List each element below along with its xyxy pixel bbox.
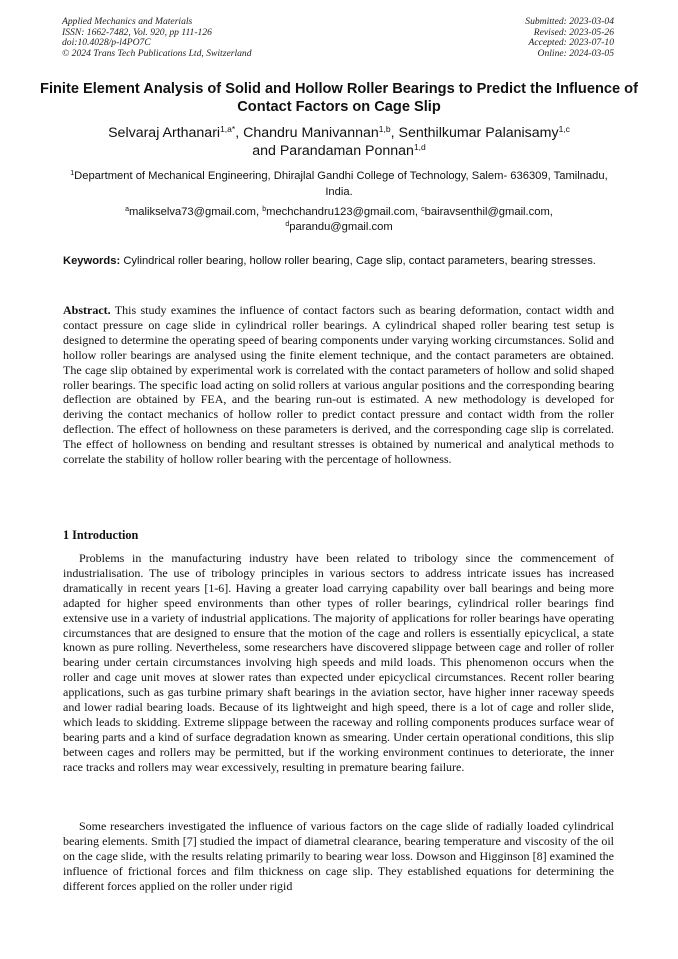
email-separator: , [256, 206, 263, 218]
author-affiliation-marker: 1,d [413, 142, 426, 152]
author-affiliation-marker: 1,b [378, 124, 391, 134]
email-address[interactable]: parandu@gmail.com [289, 220, 393, 233]
paper-title: Finite Element Analysis of Solid and Hollow Roller Bearings to Predict the Influence of Contact Factors on Cage Slip [40, 81, 638, 115]
journal-issn: ISSN: 1662-7482, Vol. 920, pp 111-126 [62, 26, 212, 38]
email-marker: a [125, 206, 129, 213]
date-accepted: Accepted: 2023-07-10 [528, 37, 614, 49]
journal-info [62, 17, 252, 59]
publication-dates [525, 17, 614, 59]
date-submitted: Submitted: 2023-03-04 [525, 16, 614, 27]
email-address[interactable]: bairavsenthil@gmail.com [424, 206, 550, 218]
author-separator: and [252, 143, 280, 159]
date-online: Online: 2024-03-05 [537, 47, 614, 59]
journal-name: Applied Mechanics and Materials [62, 16, 193, 27]
author-name: Selvaraj Arthanari [108, 125, 221, 141]
journal-copyright: © 2024 Trans Tech Publications Ltd, Switzerland [62, 47, 252, 59]
author-affiliation-marker: 1,a* [220, 124, 236, 134]
author-list [40, 124, 638, 160]
introduction-paragraph: Some researchers investigated the influence of various factors on the cage slide of radially loaded cylindrical bearing elements. Smith [7] studied the impact of diametral clearance, bearing temperature and viscosity of the oil on the cage slide, with the results relating primarily to bearing wear loss. Dowson and Higginson [8] examined the influence of frictional forces and film thickness on cage slip. They established equations for determining the different forces applied on the roller under rigid [63, 819, 614, 893]
email-address[interactable]: mechchandru123@gmail.com [266, 206, 415, 218]
journal-doi[interactable]: doi:10.4028/p-l4PO7C [62, 37, 151, 49]
abstract-block [63, 303, 614, 467]
section-heading-introduction: 1 Introduction [63, 528, 139, 542]
author-name: Chandru Manivannan [243, 125, 379, 141]
author-name: Senthilkumar Palanisamy [398, 125, 559, 141]
affiliation [62, 168, 616, 200]
date-revised: Revised: 2023-05-26 [533, 26, 614, 38]
email-separator: , [414, 206, 422, 218]
abstract-label: Abstract. [63, 303, 111, 317]
email-address[interactable]: malikselva73@gmail.com [128, 206, 256, 218]
affiliation-marker: 1 [70, 170, 75, 177]
introduction-paragraph: Problems in the manufacturing industry have been related to tribology since the commencement of industrialisation. The use of tribology principles in various sectors to address intricate issues has increased dramatically in recent years [1-6]. Having a greater load carrying capability over ball bearings and being more adapted for higher speed environments than other types of roller bearings, cylindrical roller bearings find extensive use in a variety of industrial applications. The majority of applications for roller bearings have operating circumstances that are designed to ensure that the motion of the cage and rollers is essentially epicyclical, a state known as pure rolling. Nevertheless, some researchers have discovered slippage between cage and roller of roller bearing under certain circumstances involving high speeds and mild loads. This phenomenon occurs when the roller and cage unit moves at slower rates than expected under epicyclical circumstances. Recent roller bearing applications, such as gas turbine primary shaft bearings in the aviation sector, have higher inner raceway speeds and lower radial bearing loads. Because of its lightweight and high speed, there is a lot of cage and roller slide, which leads to skidding. Extreme slippage between the raceway and rolling components produces surface wear of bearing parts and a kind of surface degradation known as smearing. Under certain operational conditions, this slip between cages and rollers may be permitted, but if the working environment continues to deteriorate, the inner race tracks and rollers may wear excessively, resulting in premature bearing failure. [63, 551, 614, 774]
affiliation-text: Department of Mechanical Engineering, Dhirajlal Gandhi College of Technology, Salem- 636309, Tamilnadu, India. [74, 170, 608, 198]
email-list [62, 205, 616, 234]
author-separator: , [235, 125, 244, 141]
keywords-text: Cylindrical roller bearing, hollow roller bearing, Cage slip, contact parameters, bearing stresses. [123, 255, 596, 267]
author-name: Parandaman Ponnan [279, 143, 414, 159]
email-marker: d [285, 220, 290, 228]
keywords-block [63, 254, 614, 269]
abstract-text: This study examines the influence of contact factors such as bearing deformation, contact width and contact pressure on cage slide in cylindrical roller bearings. A cylindrical shaped roller bearing test setup is designed to determine the operating speed of bearing components under varying working circumstances. Solid and hollow roller bearings are analysed using the finite element technique, and the contact parameters are obtained. The cage slip obtained by experimental work is correlated with the contact parameters of hollow and solid shaped roller bearings. The specific load acting on solid rollers at various angular positions and the corresponding bearing deflection are obtained by FEA, and the bearing run-out is estimated. A new methodology is developed for deriving the contact mechanics of hollow roller to predict contact pressure and contact width from the roller deflection. The effect of hollowness on these parameters is derived, and the corresponding cage slip is correlated. The effect of hollowness on bending and resultant stresses is obtained by numerical and analytical methods to correlate the stability of hollow roller bearing with the percentage of hollowness. [63, 303, 614, 467]
email-marker: c [421, 206, 425, 213]
email-separator: , [549, 206, 553, 218]
keywords-label: Keywords: [63, 255, 121, 267]
author-affiliation-marker: 1,c [558, 124, 570, 134]
author-separator: , [390, 125, 399, 141]
email-marker: b [262, 206, 267, 213]
